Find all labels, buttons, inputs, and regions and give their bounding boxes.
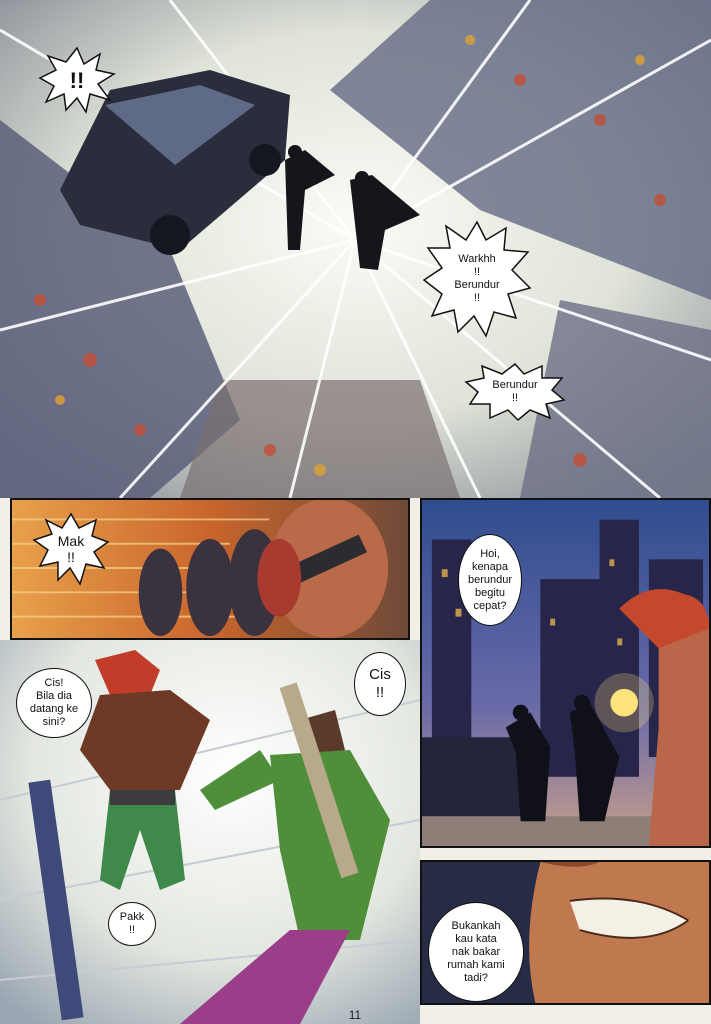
pakk-text: Pakk !!	[119, 911, 145, 936]
sfx-bubble-pakk	[108, 902, 156, 946]
speech-bubble-hoi	[458, 534, 522, 626]
mak-text: Mak !!	[57, 533, 85, 565]
exclaim-text: !!	[69, 67, 85, 93]
page-number: 11	[348, 1008, 362, 1022]
bukankah-text: Bukankah kau kata nak bakar rumah kami tadi?	[447, 919, 505, 984]
panel-fighters	[0, 640, 420, 1024]
speech-bubble-cis-question	[16, 668, 92, 738]
panel-night-city	[420, 498, 711, 848]
berundur-burst	[466, 364, 564, 420]
warkhh-text: Warkhh !! Berundur !!	[454, 253, 500, 304]
panel-grin-closeup	[420, 860, 711, 1005]
hoi-text: Hoi, kenapa berundur begitu cepat?	[467, 547, 513, 612]
panel-gang-retreat	[10, 498, 410, 640]
berundur-text: Berundur !!	[492, 379, 538, 404]
warkhh-burst	[424, 222, 530, 336]
cis-text: Cis !!	[369, 666, 391, 701]
exclaim-burst	[40, 48, 114, 112]
speech-bubble-bukankah	[428, 902, 524, 1002]
cis-question-text: Cis! Bila dia datang ke sini?	[29, 677, 79, 728]
panel-crowd-street	[0, 0, 711, 498]
mak-burst	[34, 514, 108, 584]
speech-bubble-cis	[354, 652, 406, 716]
